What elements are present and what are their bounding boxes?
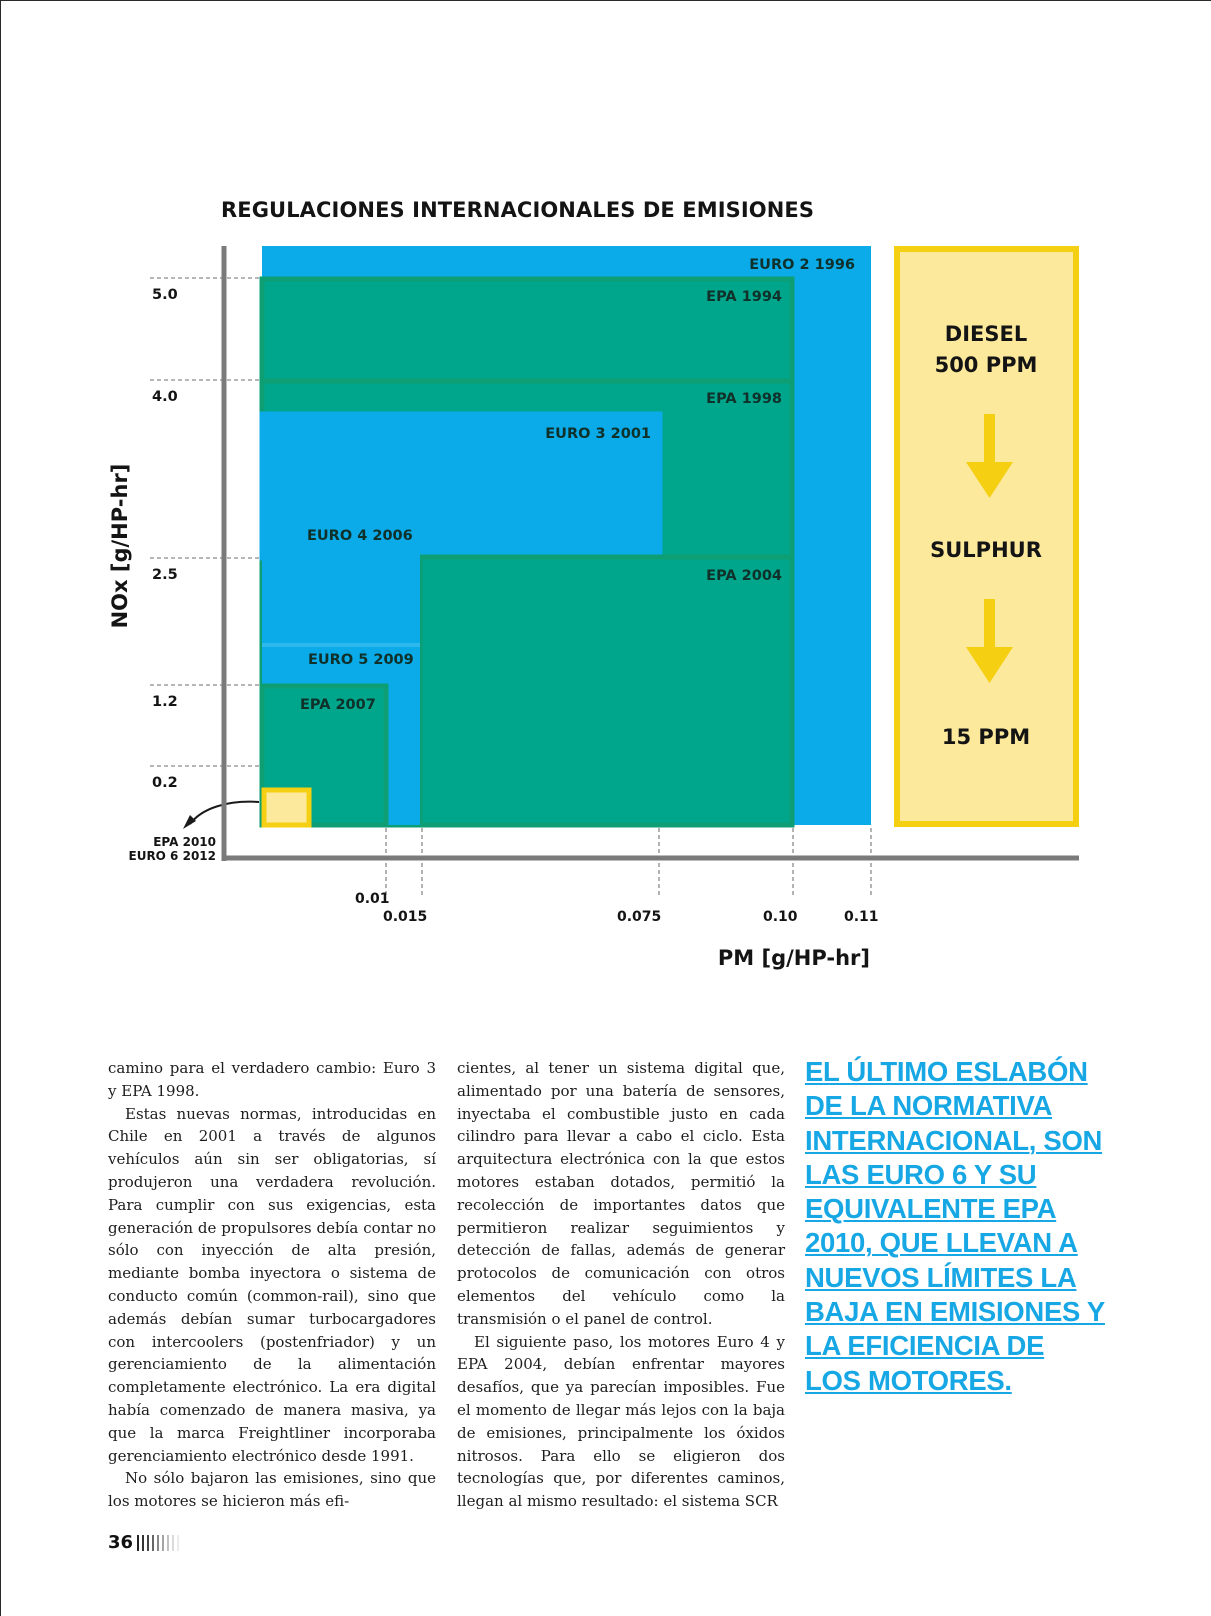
page-bar (162, 1535, 164, 1551)
down-arrow-icon-1-shaft (984, 414, 995, 469)
fuel-panel-label: DIESEL (944, 322, 1028, 346)
pull-quote: EL ÚLTIMO ESLABÓN DE LA NORMATIVA INTERNACIONAL, SON LAS EURO 6 Y SU EQUIVALENTE EPA 2010, QUE LLEVAN A NUEVOS LÍMITES LA BAJA EN EMISIONES Y LA EFICIENCIA DE LOS MOTORES. (805, 1056, 1105, 1396)
region-label: EPA 1998 (706, 391, 782, 407)
region-label: EURO 4 2006 (307, 528, 413, 544)
region-label: EPA 2004 (706, 568, 782, 584)
page-bar (157, 1535, 159, 1551)
fuel-panel-label: 15 PPM (941, 725, 1031, 749)
y-tick-label: 2.5 (152, 567, 178, 583)
y-tick-label: 1.2 (152, 694, 178, 710)
x-axis-title: PM [g/HP-hr] (717, 946, 870, 970)
page-bar (142, 1535, 144, 1551)
article-paragraph: El siguiente paso, los motores Euro 4 y EPA 2004, debían enfrentar mayores desafíos, que ya parecían imposibles. Fue el momento de llegar más lejos con la baja de emisiones, principalmente los óxidos nitrosos. Para ello se eligieron dos tecnologías que, por diferentes caminos, llegan al mismo resultado: el sistema SCR (457, 1332, 785, 1511)
region-epa-2004 (420, 557, 792, 825)
x-tick-label: 0.11 (844, 909, 879, 925)
region-label: EURO 2 1996 (749, 257, 855, 273)
article-column-2 (457, 1057, 785, 1513)
region-label: EURO 3 2001 (545, 426, 651, 442)
article-column-1 (108, 1057, 436, 1513)
page-bar (137, 1535, 139, 1551)
fuel-panel-label: 500 PPM (934, 353, 1038, 377)
article-paragraph: Estas nuevas normas, introducidas en Chile en 2001 a través de algunos vehículos aún sin ser obligatorias, sí produjeron una verdadera revolución. Para cumplir con sus exigencias, esta generación de propulsores debía contar no sólo con inyección de alta presión, mediante bomba inyectora o sistema de conducto común (common-rail), sino que además debían sumar turbocargadores con intercoolers (postenfriador) y un gerenciamiento de la alimentación completamente electrónico. La era digital había comenzado de manera masiva, ya que la marca Freightliner incorporaba gerenciamiento electrónico desde 1991. (108, 1104, 436, 1465)
page-bar (172, 1535, 174, 1551)
fuel-panel-label: SULPHUR (930, 538, 1042, 562)
small-box-label: EURO 6 2012 (128, 849, 216, 863)
small-box-label: EPA 2010 (153, 835, 216, 849)
y-tick-label: 4.0 (152, 389, 178, 405)
region-label: EPA 2007 (300, 697, 376, 713)
article-paragraph: No sólo bajaron las emisiones, sino que los motores se hicieron más efi- (108, 1469, 436, 1511)
region-label: EURO 5 2009 (308, 652, 414, 668)
page-bar (147, 1535, 149, 1551)
y-tick-label: 5.0 (152, 287, 178, 303)
page-bar (177, 1535, 179, 1551)
page-footer (108, 1532, 182, 1553)
page-bar (167, 1535, 169, 1551)
x-tick-label: 0.01 (355, 891, 390, 907)
y-tick-label: 0.2 (152, 775, 178, 791)
x-tick-label: 0.10 (763, 909, 798, 925)
down-arrow-icon-2-shaft (984, 599, 995, 654)
region-epa-2010-euro-6-2012 (264, 790, 309, 825)
chart-title: REGULACIONES INTERNACIONALES DE EMISIONES (221, 198, 815, 222)
page-number-bars-decoration (137, 1535, 182, 1551)
pointer-arrowhead-icon (183, 815, 196, 829)
article-paragraph: cientes, al tener un sistema digital que, alimentado por una batería de sensores, inyectaba el combustible justo en cada cilindro para llevar a cabo el ciclo. Esta arquitectura electrónica con la que estos motores estaban dotados, permitió la recolección de importantes datos que permitieron realizar seguimientos y detección de fallas, además de generar protocolos de comunicación con otros elementos del vehículo como la transmisión o el panel de control. (457, 1059, 785, 1328)
y-axis-title: NOx [g/HP-hr] (108, 463, 132, 629)
page-number: 36 (108, 1532, 134, 1553)
page-bar (152, 1535, 154, 1551)
region-label: EPA 1994 (706, 289, 782, 305)
x-tick-label: 0.075 (617, 909, 662, 925)
article-paragraph: camino para el verdadero cambio: Euro 3 y EPA 1998. (108, 1059, 436, 1100)
x-tick-label: 0.015 (383, 909, 428, 925)
